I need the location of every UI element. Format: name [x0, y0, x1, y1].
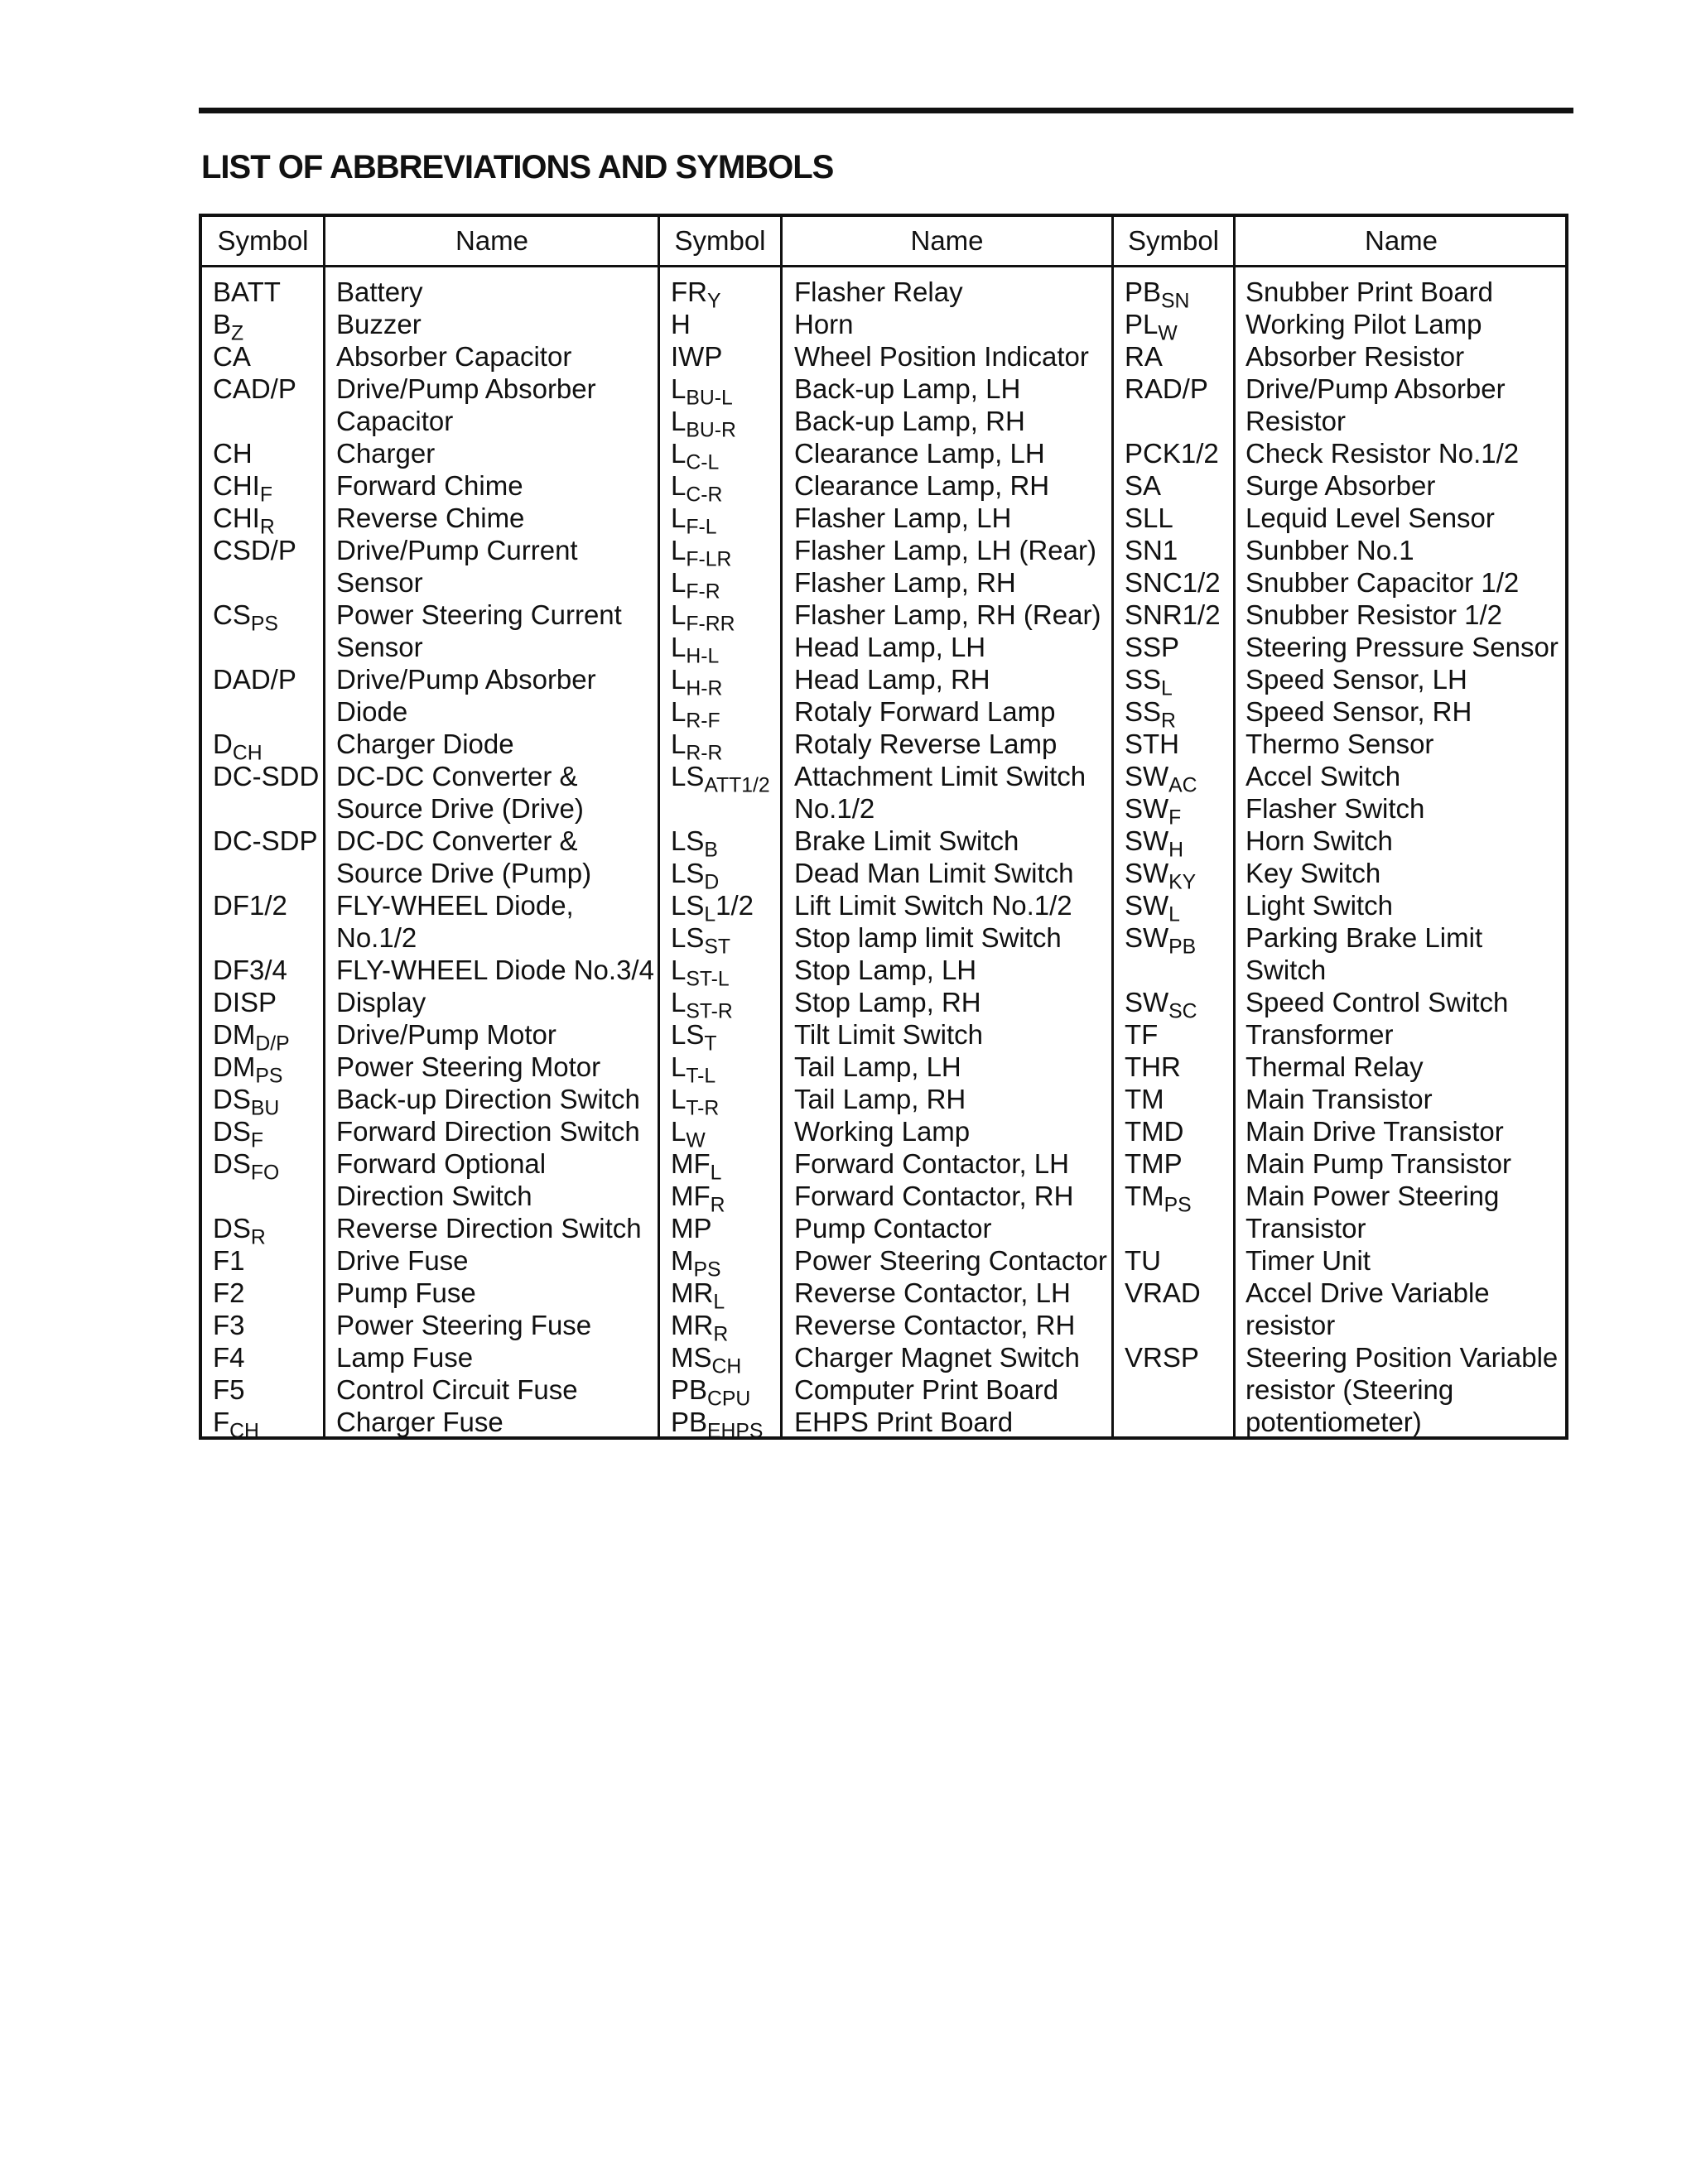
name-cell: Key Switch [1246, 858, 1381, 888]
symbol-cell: F3 [213, 1310, 245, 1340]
name-cell: Back-up Lamp, LH [794, 373, 1021, 404]
symbol-cell: $SW_{PB}$ [1125, 922, 1197, 959]
name-cell: Head Lamp, LH [794, 632, 986, 662]
name-cell: Working Pilot Lamp [1246, 309, 1482, 339]
symbol-cell: RAD/P [1125, 373, 1208, 404]
name-cell: Lamp Fuse [336, 1342, 474, 1373]
symbol-cell: VRAD [1125, 1277, 1201, 1308]
name-cell: Tail Lamp, RH [794, 1084, 966, 1114]
name-cell: Rotaly Reverse Lamp [794, 729, 1058, 759]
name-cell: Head Lamp, RH [794, 664, 990, 695]
symbol-cell [213, 921, 320, 954]
name-cell: Main Drive Transistor [1246, 1116, 1504, 1147]
symbol-cell: $M_{PS}$ [671, 1245, 721, 1282]
name-cell: Power Steering Fuse [336, 1310, 592, 1340]
name-cell: Back-up Direction Switch [336, 1084, 640, 1114]
name-cell: Speed Control Switch [1246, 987, 1509, 1017]
name-cell: Thermo Sensor [1246, 729, 1434, 759]
symbol-cell [213, 1180, 320, 1212]
symbol-cell: TU [1125, 1245, 1161, 1276]
symbol-cell: SA [1125, 470, 1162, 501]
name-cell: DC-DC Converter & [336, 761, 578, 791]
symbol-cell: $L_{R-R}$ [671, 729, 723, 765]
name-cell: Stop lamp limit Switch [794, 922, 1062, 953]
name-cell: Speed Sensor, RH [1246, 696, 1472, 727]
symbol-cell: THR [1125, 1051, 1181, 1082]
name-cell: Stop Lamp, LH [794, 955, 977, 985]
symbol-cell: $LS_B$ [671, 825, 718, 862]
name-cell: FLY-WHEEL Diode No.3/4 [336, 955, 654, 985]
name-cell: Computer Print Board [794, 1374, 1059, 1405]
name-cell: Main Transistor [1246, 1084, 1433, 1114]
name-cell: Flasher Lamp, LH (Rear) [794, 535, 1096, 565]
symbol-cell: RA [1125, 341, 1163, 372]
name-cell: Forward Direction Switch [336, 1116, 640, 1147]
symbol-cell: DF1/2 [213, 890, 287, 921]
symbol-cell: $CHI_R$ [213, 503, 275, 539]
name-cell: Forward Contactor, RH [794, 1181, 1074, 1211]
name-cell: Flasher Lamp, RH [794, 567, 1016, 598]
symbol-cell: $SW_H$ [1125, 825, 1184, 862]
name-cell: Forward Optional [336, 1148, 547, 1179]
symbol-cell: $MR_R$ [671, 1310, 729, 1346]
symbol-cell: TF [1125, 1019, 1159, 1050]
name-cell: Source Drive (Pump) [336, 858, 592, 888]
symbol-column-1 [213, 276, 320, 1443]
symbol-cell: SSP [1125, 632, 1180, 662]
abbreviations-table [199, 214, 1568, 1443]
symbol-cell: $LS_{ST}$ [671, 922, 731, 959]
name-cell: Drive/Pump Absorber [1246, 373, 1506, 404]
name-cell: Drive/Pump Current [336, 535, 578, 565]
symbol-cell: $MS_{CH}$ [671, 1342, 742, 1378]
symbol-cell: $DS_{BU}$ [213, 1084, 280, 1120]
symbol-cell [213, 405, 320, 437]
name-cell: Resistor [1246, 406, 1347, 436]
name-cell: Forward Chime [336, 470, 523, 501]
name-cell: Reverse Contactor, RH [794, 1310, 1076, 1340]
header-name-2: Name [910, 225, 984, 256]
symbol-cell: $PL_W$ [1125, 309, 1178, 345]
name-cell: Direction Switch [336, 1181, 532, 1211]
symbol-cell: $LS_L1/2$ [671, 890, 754, 926]
name-cell: Drive Fuse [336, 1245, 469, 1276]
header-symbol-2: Symbol [674, 225, 766, 256]
symbol-cell [213, 857, 320, 889]
symbol-cell: $L_{T-L}$ [671, 1051, 716, 1088]
symbol-cell: $MF_L$ [671, 1148, 722, 1185]
name-cell: Transistor [1246, 1213, 1366, 1244]
symbol-cell: $DM_{D/P}$ [213, 1019, 290, 1056]
name-cell: FLY-WHEEL Diode, [336, 890, 574, 921]
symbol-cell [1125, 1212, 1232, 1244]
symbol-cell [213, 695, 320, 728]
name-cell: Absorber Resistor [1246, 341, 1465, 372]
symbol-cell: DC-SDP [213, 825, 318, 856]
symbol-cell: $D_{CH}$ [213, 729, 263, 765]
column-divider [323, 217, 325, 1436]
header-symbol-1: Symbol [217, 225, 309, 256]
symbol-cell: $LS_D$ [671, 858, 720, 894]
column-divider [1111, 217, 1114, 1436]
name-cell: Tail Lamp, LH [794, 1051, 961, 1082]
name-cell: Wheel Position Indicator [794, 341, 1089, 372]
name-cell: Transformer [1246, 1019, 1394, 1050]
symbol-cell: $SW_L$ [1125, 890, 1180, 926]
name-cell: Check Resistor No.1/2 [1246, 438, 1520, 469]
name-cell: Rotaly Forward Lamp [794, 696, 1056, 727]
name-cell: Clearance Lamp, RH [794, 470, 1050, 501]
symbol-cell: F4 [213, 1342, 245, 1373]
symbol-cell [213, 631, 320, 663]
symbol-cell: $SW_F$ [1125, 793, 1182, 830]
symbol-cell: $SS_L$ [1125, 664, 1173, 700]
symbol-cell: $LS_{ATT1/2}$ [671, 761, 770, 797]
symbol-cell: $L_{ST-R}$ [671, 987, 733, 1023]
symbol-cell: $L_{F-R}$ [671, 567, 720, 604]
symbol-cell: F5 [213, 1374, 245, 1405]
name-cell: Flasher Switch [1246, 793, 1425, 824]
symbol-cell: $L_{F-LR}$ [671, 535, 732, 571]
name-cell: Back-up Lamp, RH [794, 406, 1025, 436]
name-cell: Clearance Lamp, LH [794, 438, 1045, 469]
symbol-cell: DISP [213, 987, 277, 1017]
header-name-1: Name [455, 225, 529, 256]
name-cell: Capacitor [336, 406, 454, 436]
name-cell: Forward Contactor, LH [794, 1148, 1069, 1179]
symbol-cell: $CS_{PS}$ [213, 599, 278, 636]
column-divider [1233, 217, 1236, 1436]
symbol-cell: F1 [213, 1245, 245, 1276]
symbol-cell: IWP [671, 341, 723, 372]
top-rule [199, 108, 1573, 113]
symbol-cell: $MR_L$ [671, 1277, 725, 1314]
name-cell: Horn [794, 309, 854, 339]
name-cell: Main Pump Transistor [1246, 1148, 1511, 1179]
column-divider [658, 217, 660, 1436]
symbol-cell: $L_{T-R}$ [671, 1084, 720, 1120]
name-cell: Accel Drive Variable [1246, 1277, 1490, 1308]
symbol-cell: $L_{C-R}$ [671, 470, 723, 507]
name-cell: EHPS Print Board [794, 1407, 1014, 1437]
symbol-cell: $L_{F-L}$ [671, 503, 717, 539]
name-cell: Sensor [336, 567, 423, 598]
name-cell: Diode [336, 696, 408, 727]
symbol-cell: $L_{F-RR}$ [671, 599, 735, 636]
symbol-cell: $L_{ST-L}$ [671, 955, 730, 991]
header-name-3: Name [1364, 225, 1438, 256]
symbol-cell: SLL [1125, 503, 1173, 533]
name-cell: Snubber Print Board [1246, 277, 1494, 307]
name-cell: Charger Diode [336, 729, 514, 759]
name-cell: Reverse Contactor, LH [794, 1277, 1071, 1308]
name-cell: Charger Magnet Switch [794, 1342, 1080, 1373]
name-cell: Drive/Pump Motor [336, 1019, 556, 1050]
symbol-cell: $L_{BU-L}$ [671, 373, 733, 410]
name-cell: Power Steering Contactor [794, 1245, 1107, 1276]
symbol-cell: $SS_R$ [1125, 696, 1176, 733]
header-symbol-3: Symbol [1127, 225, 1220, 256]
name-cell: Parking Brake Limit [1246, 922, 1483, 953]
name-cell: Drive/Pump Absorber [336, 373, 596, 404]
symbol-cell: PCK1/2 [1125, 438, 1219, 469]
name-column-2 [794, 276, 1111, 1438]
symbol-cell: DC-SDD [213, 761, 320, 791]
name-cell: Working Lamp [794, 1116, 971, 1147]
symbol-cell: $F_{CH}$ [213, 1407, 259, 1443]
symbol-cell: H [671, 309, 691, 339]
symbol-cell: $DM_{PS}$ [213, 1051, 283, 1088]
symbol-cell: $DS_{FO}$ [213, 1148, 280, 1185]
name-cell: Main Power Steering [1246, 1181, 1500, 1211]
name-cell: Lequid Level Sensor [1246, 503, 1495, 533]
symbol-cell: TMD [1125, 1116, 1184, 1147]
symbol-cell: $L_{BU-R}$ [671, 406, 736, 442]
name-cell: resistor [1246, 1310, 1336, 1340]
symbol-cell [671, 792, 778, 825]
symbol-cell: CH [213, 438, 253, 469]
symbol-cell: BATT [213, 277, 281, 307]
symbol-cell: DF3/4 [213, 955, 287, 985]
name-cell: Surge Absorber [1246, 470, 1436, 501]
name-cell: Buzzer [336, 309, 422, 339]
name-cell: Battery [336, 277, 423, 307]
symbol-cell: $L_W$ [671, 1116, 706, 1152]
symbol-cell: $PB_{EHPS}$ [671, 1407, 764, 1443]
name-cell: Attachment Limit Switch [794, 761, 1086, 791]
name-cell: Steering Pressure Sensor [1246, 632, 1559, 662]
name-cell: Power Steering Motor [336, 1051, 601, 1082]
symbol-cell [1125, 1309, 1232, 1341]
symbol-cell: $CHI_F$ [213, 470, 272, 507]
name-cell: Accel Switch [1246, 761, 1401, 791]
symbol-column-3 [1125, 276, 1232, 1438]
name-cell: potentiometer) [1246, 1407, 1422, 1437]
symbol-cell: STH [1125, 729, 1179, 759]
name-cell: No.1/2 [794, 793, 875, 824]
symbol-cell: $TM_{PS}$ [1125, 1181, 1192, 1217]
name-cell: Reverse Chime [336, 503, 525, 533]
name-cell: Control Circuit Fuse [336, 1374, 578, 1405]
name-cell: Speed Sensor, LH [1246, 664, 1467, 695]
name-cell: Flasher Lamp, RH (Rear) [794, 599, 1101, 630]
symbol-cell: TM [1125, 1084, 1164, 1114]
name-cell: Sunbber No.1 [1246, 535, 1414, 565]
name-cell: Dead Man Limit Switch [794, 858, 1074, 888]
name-cell: Flasher Lamp, LH [794, 503, 1012, 533]
name-cell: Pump Contactor [794, 1213, 992, 1244]
name-cell: Drive/Pump Absorber [336, 664, 596, 695]
name-cell: Light Switch [1246, 890, 1393, 921]
name-cell: Flasher Relay [794, 277, 963, 307]
symbol-cell: SNR1/2 [1125, 599, 1221, 630]
name-cell: Charger Fuse [336, 1407, 504, 1437]
name-cell: resistor (Steering [1246, 1374, 1454, 1405]
name-cell: Timer Unit [1246, 1245, 1371, 1276]
name-cell: Absorber Capacitor [336, 341, 572, 372]
name-cell: Brake Limit Switch [794, 825, 1019, 856]
symbol-cell: $L_{C-L}$ [671, 438, 720, 474]
column-divider [780, 217, 783, 1436]
symbol-cell: $L_{H-L}$ [671, 632, 720, 668]
symbol-cell: $LS_T$ [671, 1019, 717, 1056]
name-cell: Horn Switch [1246, 825, 1393, 856]
symbol-cell: $PB_{CPU}$ [671, 1374, 751, 1411]
symbol-cell: F2 [213, 1277, 245, 1308]
name-cell: Source Drive (Drive) [336, 793, 584, 824]
symbol-cell: SNC1/2 [1125, 567, 1221, 598]
name-cell: Power Steering Current [336, 599, 622, 630]
name-cell: DC-DC Converter & [336, 825, 578, 856]
symbol-cell: MP [671, 1213, 712, 1244]
symbol-cell [213, 566, 320, 599]
symbol-cell: DAD/P [213, 664, 296, 695]
symbol-cell: $DS_F$ [213, 1116, 263, 1152]
symbol-cell: $B_Z$ [213, 309, 244, 345]
symbol-cell: $SW_{AC}$ [1125, 761, 1197, 797]
symbol-cell: CAD/P [213, 373, 296, 404]
symbol-cell: $PB_{SN}$ [1125, 277, 1190, 313]
symbol-cell [1125, 1373, 1232, 1406]
symbol-cell [1125, 1406, 1232, 1438]
symbol-cell: $SW_{KY}$ [1125, 858, 1197, 894]
symbol-cell: $DS_R$ [213, 1213, 266, 1249]
symbol-cell: VRSP [1125, 1342, 1199, 1373]
name-cell: Snubber Resistor 1/2 [1246, 599, 1503, 630]
symbol-column-2 [671, 276, 778, 1443]
symbol-cell: $SW_{SC}$ [1125, 987, 1197, 1023]
symbol-cell: $MF_R$ [671, 1181, 725, 1217]
symbol-cell: SN1 [1125, 535, 1178, 565]
name-cell: Snubber Capacitor 1/2 [1246, 567, 1520, 598]
symbol-cell: CSD/P [213, 535, 296, 565]
name-cell: Lift Limit Switch No.1/2 [794, 890, 1072, 921]
symbol-cell: $FR_Y$ [671, 277, 721, 313]
symbol-cell [1125, 954, 1232, 986]
name-cell: Steering Position Variable [1246, 1342, 1559, 1373]
name-cell: Pump Fuse [336, 1277, 476, 1308]
symbol-cell: TMP [1125, 1148, 1183, 1179]
name-cell: Stop Lamp, RH [794, 987, 981, 1017]
table-header-row [202, 217, 1565, 267]
symbol-cell [1125, 405, 1232, 437]
symbol-cell [213, 792, 320, 825]
symbol-cell: $L_{H-R}$ [671, 664, 723, 700]
name-cell: No.1/2 [336, 922, 417, 953]
name-column-3 [1246, 276, 1568, 1438]
name-cell: Thermal Relay [1246, 1051, 1424, 1082]
name-cell: Sensor [336, 632, 423, 662]
name-cell: Tilt Limit Switch [794, 1019, 983, 1050]
symbol-cell: $L_{R-F}$ [671, 696, 720, 733]
name-cell: Reverse Direction Switch [336, 1213, 642, 1244]
page-title: LIST OF ABBREVIATIONS AND SYMBOLS [201, 149, 834, 185]
symbol-cell: CA [213, 341, 251, 372]
name-cell: Charger [336, 438, 436, 469]
name-cell: Switch [1246, 955, 1327, 985]
name-column-1 [336, 276, 655, 1438]
name-cell: Display [336, 987, 426, 1017]
